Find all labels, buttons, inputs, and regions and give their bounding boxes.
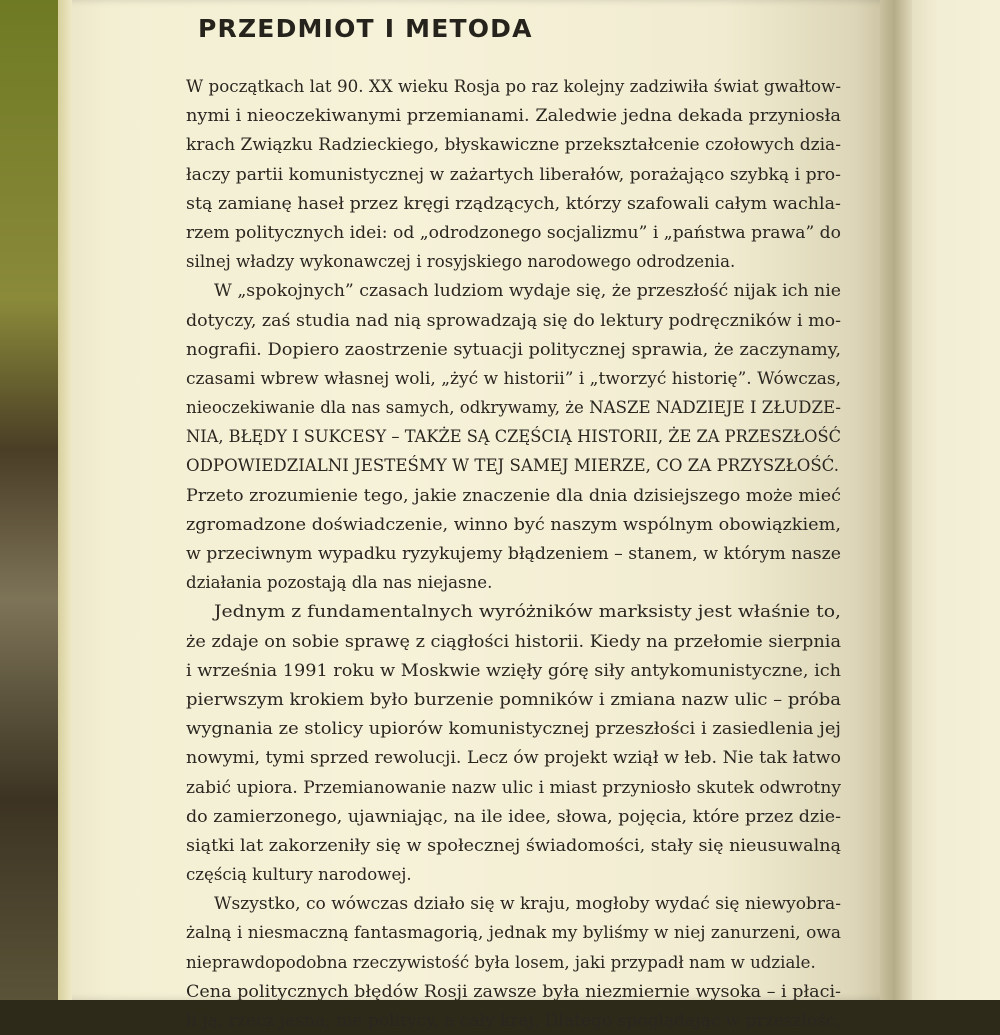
text-line: krach Związku Radzieckiego, błyskawiczne przekształcenie czołowych dzia-	[186, 135, 841, 155]
text-line: Jednym z fundamentalnych wyróżników marksisty jest właśnie to,	[214, 602, 842, 622]
text-line: stą zamianę haseł przez kręgi rządzących, którzy szafowali całym wachla-	[186, 193, 841, 213]
text-line: zabić upiora. Przemianowanie nazw ulic i miast przyniosło skutek odwrotny	[186, 777, 842, 797]
text-line: W „spokojnych” czasach ludziom wydaje się, że przeszłość nijak ich nie	[214, 281, 842, 301]
text-line: siątki lat zakorzeniły się w społecznej świadomości, stały się nieusuwalną	[186, 835, 842, 855]
right-page	[912, 0, 1000, 1000]
text-line: czasami wbrew własnej woli, „żyć w historii” i „tworzyć historię”. Wówczas,	[186, 368, 842, 388]
text-line: zgromadzone doświadczenie, winno być naszym wspólnym obowiązkiem,	[186, 514, 841, 534]
text-line: W początkach lat 90. XX wieku Rosja po raz kolejny zadziwiła świat gwałtow-	[186, 77, 841, 96]
text-line: łaczy partii komunistycznej w zażartych liberałów, porażająco szybką i pro-	[186, 164, 841, 184]
body-text	[186, 72, 841, 1035]
chapter-title: PRZEDMIOT I METODA	[198, 14, 533, 43]
text-line: nieoczekiwanie dla nas samych, odkrywamy, że NASZE NADZIEJE I ZŁUDZE-	[186, 398, 842, 418]
text-line: działania pozostają dla nas niejasne.	[186, 573, 493, 593]
text-line: rzem politycznych idei: od „odrodzonego socjalizmu” i „państwa prawa” do	[186, 222, 842, 242]
text-line: Przeto zrozumienie tego, jakie znaczenie dla dnia dzisiejszego może mieć	[186, 485, 841, 505]
book-gutter	[880, 0, 916, 1000]
text-line: żalną i niesmaczną fantasmagorią, jednak my byliśmy w niej zanurzeni, owa	[186, 923, 841, 943]
text-line: silnej władzy wykonawczej i rosyjskiego narodowego odrodzenia.	[186, 252, 736, 272]
text-line: Cena politycznych błędów Rosji zawsze była niezmiernie wysoka – i płaci-	[186, 981, 841, 1001]
text-line: Wszystko, co wówczas działo się w kraju, mogłoby wydać się niewyobra-	[214, 894, 841, 914]
text-line: i września 1991 roku w Moskwie wzięły górę siły antykomunistyczne, ich	[186, 660, 841, 680]
text-line: wygnania ze stolicy upiorów komunistycznej przeszłości i zasiedlenia jej	[186, 719, 841, 739]
text-line: ODPOWIEDZIALNI JESTEŚMY W TEJ SAMEJ MIERZE, CO ZA PRZYSZŁOŚĆ.	[186, 456, 840, 476]
text-line: nografii. Dopiero zaostrzenie sytuacji politycznej sprawia, że zaczynamy,	[186, 339, 842, 359]
page-edge	[58, 0, 72, 1000]
text-line: pierwszym krokiem było burzenie pomników i zmiana nazw ulic – próba	[186, 689, 841, 709]
text-line: częścią kultury narodowej.	[186, 865, 412, 885]
text-line: do zamierzonego, ujawniając, na ile idee, słowa, pojęcia, które przez dzie-	[186, 806, 842, 826]
text-line: NIA, BŁĘDY I SUKCESY – TAKŻE SĄ CZĘŚCIĄ HISTORII, ŻE ZA PRZESZŁOŚĆ	[186, 427, 841, 447]
text-line: nowymi, tymi sprzed rewolucji. Lecz ów projekt wziął w łeb. Nie tak łatwo	[186, 748, 842, 768]
text-line: w przeciwnym wypadku ryzykujemy błądzeniem – stanem, w którym nasze	[186, 544, 841, 563]
text-line: nieprawdopodobna rzeczywistość była losem, jaki przypadł nam w udziale.	[186, 952, 816, 972]
text-line: nymi i nieoczekiwanymi przemianami. Zaledwie jedna dekada przyniosła	[186, 106, 841, 126]
text-line: dotyczy, zaś studia nad nią sprowadzają się do lektury podręczników i mo-	[186, 310, 841, 330]
text-line: że zdaje on sobie sprawę z ciągłości historii. Kiedy na przełomie sierpnia	[186, 631, 842, 651]
text-line: li ją, rzecz jasna, nie politycy, a cały kraj. Dlatego spoglądając w przeszłość,	[186, 1011, 842, 1030]
